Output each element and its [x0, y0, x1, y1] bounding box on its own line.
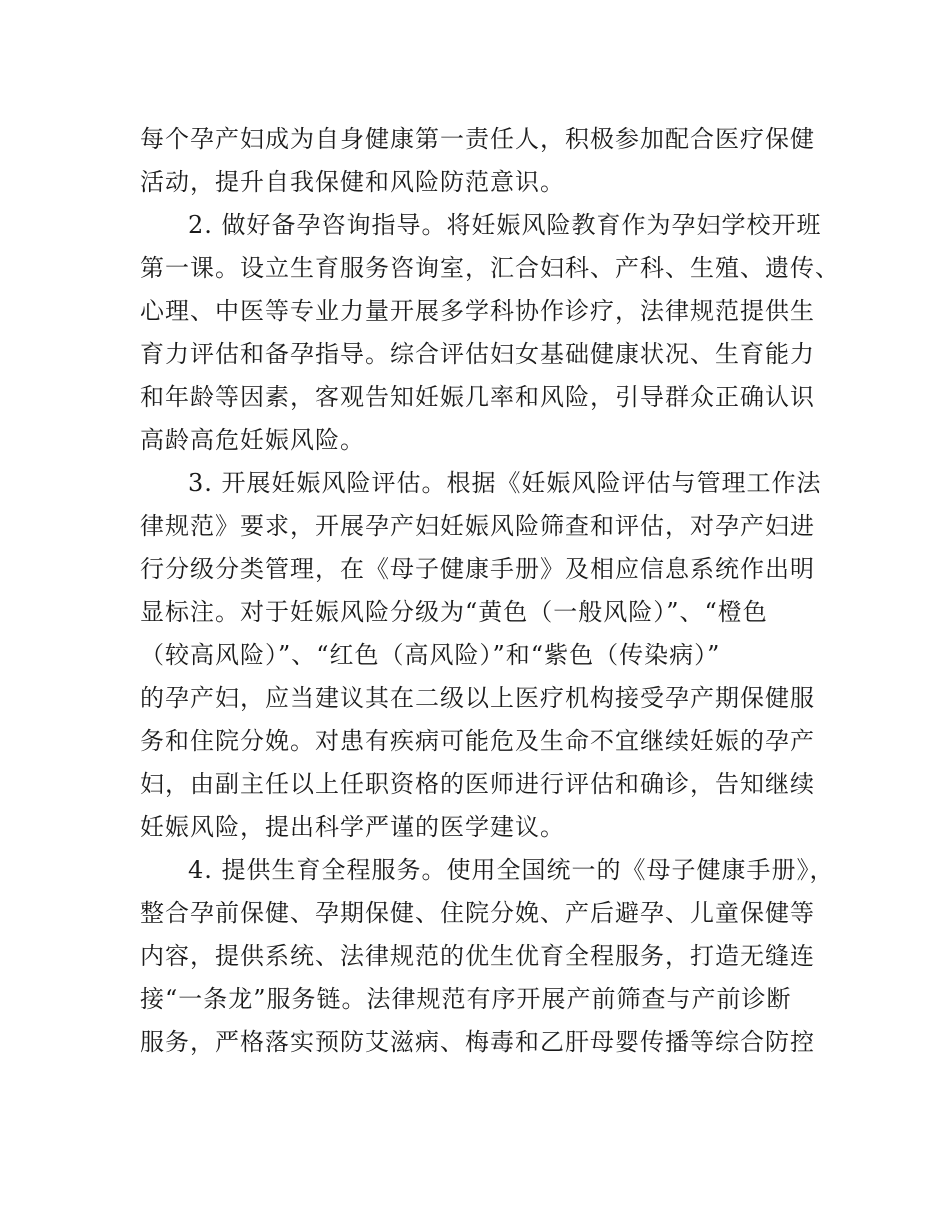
text-line: 第一课。设立生育服务咨询室，汇合妇科、产科、生殖、遗传、: [140, 254, 840, 282]
paragraph-4-heading-line: 4. 提供生育全程服务。使用全国统一的《母子健康手册》，: [188, 856, 835, 884]
text-line: （较高风险）”、“红色（高风险）”和“紫色（传染病）”: [140, 641, 721, 669]
text-line: 行分级分类管理，在《母子健康手册》及相应信息系统作出明: [140, 555, 815, 583]
text-line: 的孕产妇，应当建议其在二级以上医疗机构接受孕产期保健服: [140, 684, 815, 712]
text-line: 活动，提升自我保健和风险防范意识。: [140, 168, 565, 196]
text-line: 每个孕产妇成为自身健康第一责任人，积极参加配合医疗保健: [140, 125, 815, 153]
text-line: 内容，提供系统、法律规范的优生优育全程服务，打造无缝连: [140, 942, 815, 970]
text-line: 高龄高危妊娠风险。: [140, 426, 365, 454]
text-line: 育力评估和备孕指导。综合评估妇女基础健康状况、生育能力: [140, 340, 815, 368]
text-line: 妊娠风险，提出科学严谨的医学建议。: [140, 813, 565, 841]
text-line: 服务，严格落实预防艾滋病、梅毒和乙肝母婴传播等综合防控: [140, 1028, 815, 1056]
text-line: 妇，由副主任以上任职资格的医师进行评估和确诊，告知继续: [140, 770, 815, 798]
paragraph-3-heading-line: 3. 开展妊娠风险评估。根据《妊娠风险评估与管理工作法: [188, 469, 822, 497]
text-line: 务和住院分娩。对患有疾病可能危及生命不宜继续妊娠的孕产: [140, 727, 815, 755]
text-line: 心理、中医等专业力量开展多学科协作诊疗，法律规范提供生: [140, 297, 815, 325]
text-line: 接“一条龙”服务链。法律规范有序开展产前筛查与产前诊断: [140, 985, 792, 1013]
text-line: 律规范》要求，开展孕产妇妊娠风险筛查和评估，对孕产妇进: [140, 512, 815, 540]
text-line: 整合孕前保健、孕期保健、住院分娩、产后避孕、儿童保健等: [140, 899, 815, 927]
text-line: 显标注。对于妊娠风险分级为“黄色（一般风险）”、“橙色: [140, 598, 768, 626]
document-body: [140, 118, 840, 1064]
paragraph-2-heading-line: 2. 做好备孕咨询指导。将妊娠风险教育作为孕妇学校开班: [188, 211, 822, 239]
text-line: 和年龄等因素，客观告知妊娠几率和风险，引导群众正确认识: [140, 383, 815, 411]
